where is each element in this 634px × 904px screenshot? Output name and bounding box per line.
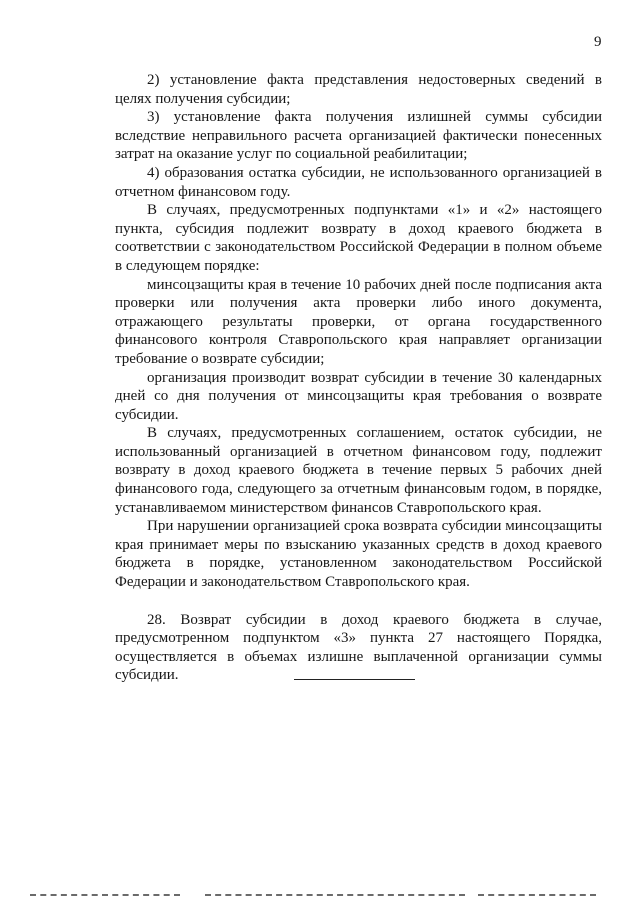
paragraph-organization-return: организация производит возврат субсидии в течение 30 календарных дней со дня получения от минсоцзащиты края требования о возврате субсидии. [115, 369, 602, 423]
paragraph-section-28: 28. Возврат субсидии в доход краевого бюджета в случае, предусмотренном подпунктом «3» пункта 27 настоящего Порядка, осуществляется в объемах излишне выплаченной организации суммы субсидии. [115, 611, 602, 684]
page-number: 9 [594, 34, 602, 50]
closing-separator-line [294, 679, 415, 680]
document-body [115, 71, 602, 685]
paragraph-item-4: 4) образования остатка субсидии, не использованного организацией в отчетном финансовом году. [115, 164, 602, 200]
paragraph-return-cases: В случаях, предусмотренных подпунктами «1» и «2» настоящего пункта, субсидия подлежит возврату в доход краевого бюджета в соответствии с законодательством Российской Федерации в полном объеме в следующем порядке: [115, 202, 602, 274]
paragraph-unused-balance: В случаях, предусмотренных соглашением, остаток субсидии, не использованный организацией в отчетном финансовом году, подлежит возврату в доход краевого бюджета в течение первых 5 рабочих дней финансового года, следующего за отчетным финансовым годом, в порядке, устанавливаемом министерством финансов Ставропольского края. [115, 425, 602, 516]
scan-edge-artifact [30, 894, 180, 896]
scan-edge-artifact [478, 894, 596, 896]
paragraph-item-2: 2) установление факта представления недостоверных сведений в целях получения субсидии; [115, 72, 602, 107]
paragraph-item-3: 3) установление факта получения излишней суммы субсидии вследствие неправильного расчета организацией фактически понесенных затрат на оказание услуг по социальной реабилитации; [115, 109, 602, 163]
paragraph-violation-measures: При нарушении организацией срока возврата субсидии минсоцзащиты края принимает меры по взысканию указанных средств в доход краевого бюджета в порядке, установленном законодательством Российской Федерации и законодательством Ставропольского края. [115, 518, 602, 591]
paragraph-ministry-demand: минсоцзащиты края в течение 10 рабочих дней после подписания акта проверки или получения акта проверки либо иного документа, отражающего результаты проверки, от органа государственного финансового контроля Ставропольского края направляет организации требование о возврате субсидии; [115, 276, 602, 367]
scan-edge-artifact [205, 894, 465, 896]
